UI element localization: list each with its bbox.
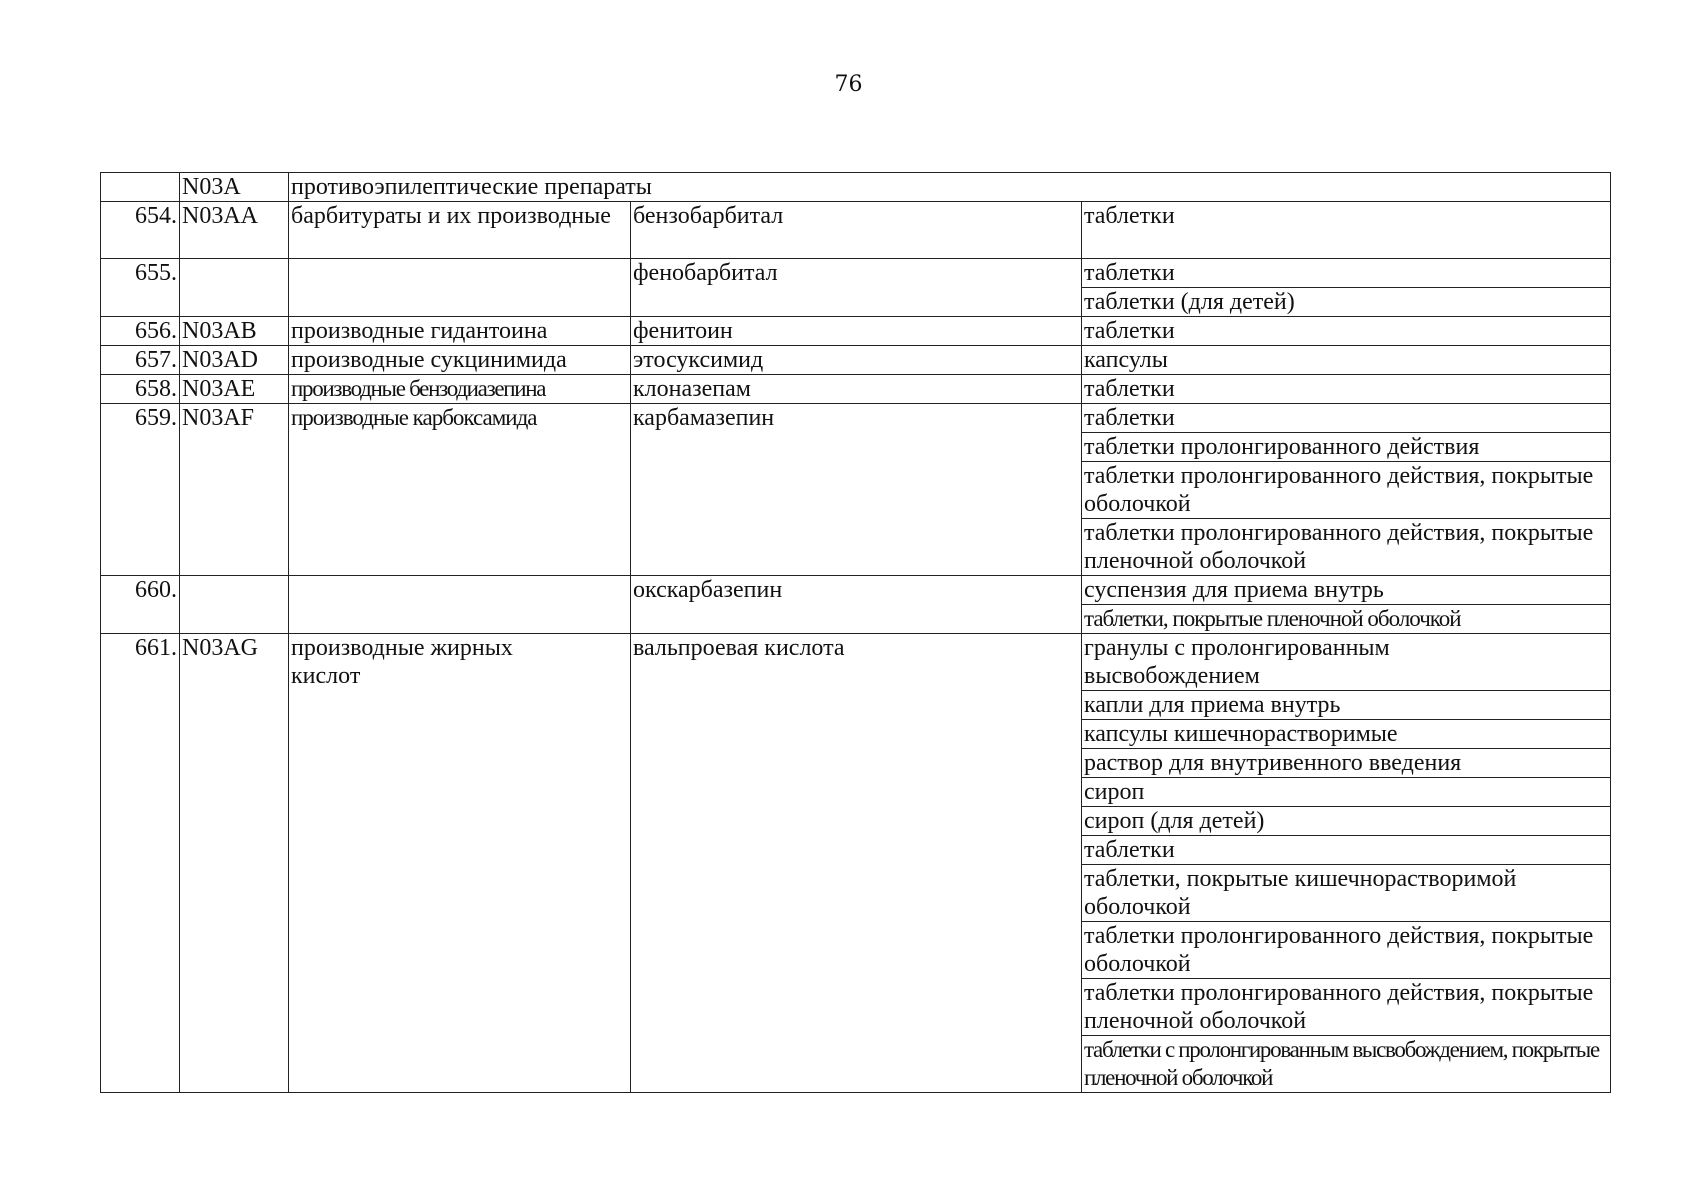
subgroup-name: производные жирных кислот <box>289 634 631 1093</box>
dosage-form: таблетки пролонгированного действия, покрытые оболочкой <box>1082 922 1611 979</box>
dosage-form: сироп <box>1082 778 1611 807</box>
group-num-cell <box>101 173 180 202</box>
group-code: N03A <box>180 173 289 202</box>
subgroup-name: производные бензодиазепина <box>289 375 631 404</box>
atc-code: N03AD <box>180 346 289 375</box>
table-row <box>101 634 1611 691</box>
dosage-form: капсулы кишечнорастворимые <box>1082 720 1611 749</box>
row-number: 658. <box>101 375 180 404</box>
subgroup-name: производные сукцинимида <box>289 346 631 375</box>
row-number: 657. <box>101 346 180 375</box>
atc-code: N03AE <box>180 375 289 404</box>
dosage-form: капли для приема внутрь <box>1082 691 1611 720</box>
atc-code: N03AG <box>180 634 289 1093</box>
subgroup-name <box>289 259 631 317</box>
drug-name: бензобарбитал <box>631 202 1082 259</box>
dosage-form: таблетки, покрытые пленочной оболочкой <box>1082 605 1611 634</box>
subgroup-name: производные карбоксамида <box>289 404 631 576</box>
atc-code <box>180 259 289 317</box>
dosage-form: таблетки пролонгированного действия, покрытые пленочной оболочкой <box>1082 979 1611 1036</box>
dosage-form: таблетки, покрытые кишечнорастворимой оболочкой <box>1082 865 1611 922</box>
atc-code: N03AB <box>180 317 289 346</box>
row-number: 656. <box>101 317 180 346</box>
dosage-form: суспензия для приема внутрь <box>1082 576 1611 605</box>
row-number: 654. <box>101 202 180 259</box>
subgroup-name: барбитураты и их производные <box>289 202 631 259</box>
table-row <box>101 259 1611 288</box>
row-number: 660. <box>101 576 180 634</box>
dosage-form: таблетки <box>1082 317 1611 346</box>
dosage-form: таблетки (для детей) <box>1082 288 1611 317</box>
table-row <box>101 202 1611 259</box>
drug-name: окскарбазепин <box>631 576 1082 634</box>
atc-code: N03AF <box>180 404 289 576</box>
drug-name: клоназепам <box>631 375 1082 404</box>
drug-name: вальпроевая кислота <box>631 634 1082 1093</box>
row-number: 655. <box>101 259 180 317</box>
subgroup-name: производные гидантоина <box>289 317 631 346</box>
dosage-form: капсулы <box>1082 346 1611 375</box>
table-row <box>101 576 1611 605</box>
subgroup-name <box>289 576 631 634</box>
row-number: 661. <box>101 634 180 1093</box>
group-row <box>101 173 1611 202</box>
dosage-form: таблетки <box>1082 202 1611 259</box>
dosage-form: таблетки <box>1082 836 1611 865</box>
atc-code <box>180 576 289 634</box>
dosage-form: таблетки с пролонгированным высвобождением, покрытые пленочной оболочкой <box>1082 1036 1611 1093</box>
dosage-form: таблетки пролонгированного действия, покрытые пленочной оболочкой <box>1082 519 1611 576</box>
dosage-form: сироп (для детей) <box>1082 807 1611 836</box>
dosage-form: раствор для внутривенного введения <box>1082 749 1611 778</box>
drug-table <box>100 172 1611 1093</box>
dosage-form: таблетки <box>1082 404 1611 433</box>
row-number: 659. <box>101 404 180 576</box>
dosage-form: гранулы с пролонгированным высвобождением <box>1082 634 1611 691</box>
drug-name: этосуксимид <box>631 346 1082 375</box>
drug-name: фенобарбитал <box>631 259 1082 317</box>
page-number: 76 <box>834 72 863 97</box>
table-row <box>101 375 1611 404</box>
dosage-form: таблетки <box>1082 375 1611 404</box>
table-row <box>101 317 1611 346</box>
dosage-form: таблетки <box>1082 259 1611 288</box>
group-name: противоэпилептические препараты <box>289 173 1611 202</box>
table-row <box>101 404 1611 433</box>
dosage-form: таблетки пролонгированного действия <box>1082 433 1611 462</box>
drug-name: карбамазепин <box>631 404 1082 576</box>
table-row <box>101 346 1611 375</box>
atc-code: N03AA <box>180 202 289 259</box>
dosage-form: таблетки пролонгированного действия, покрытые оболочкой <box>1082 462 1611 519</box>
drug-name: фенитоин <box>631 317 1082 346</box>
